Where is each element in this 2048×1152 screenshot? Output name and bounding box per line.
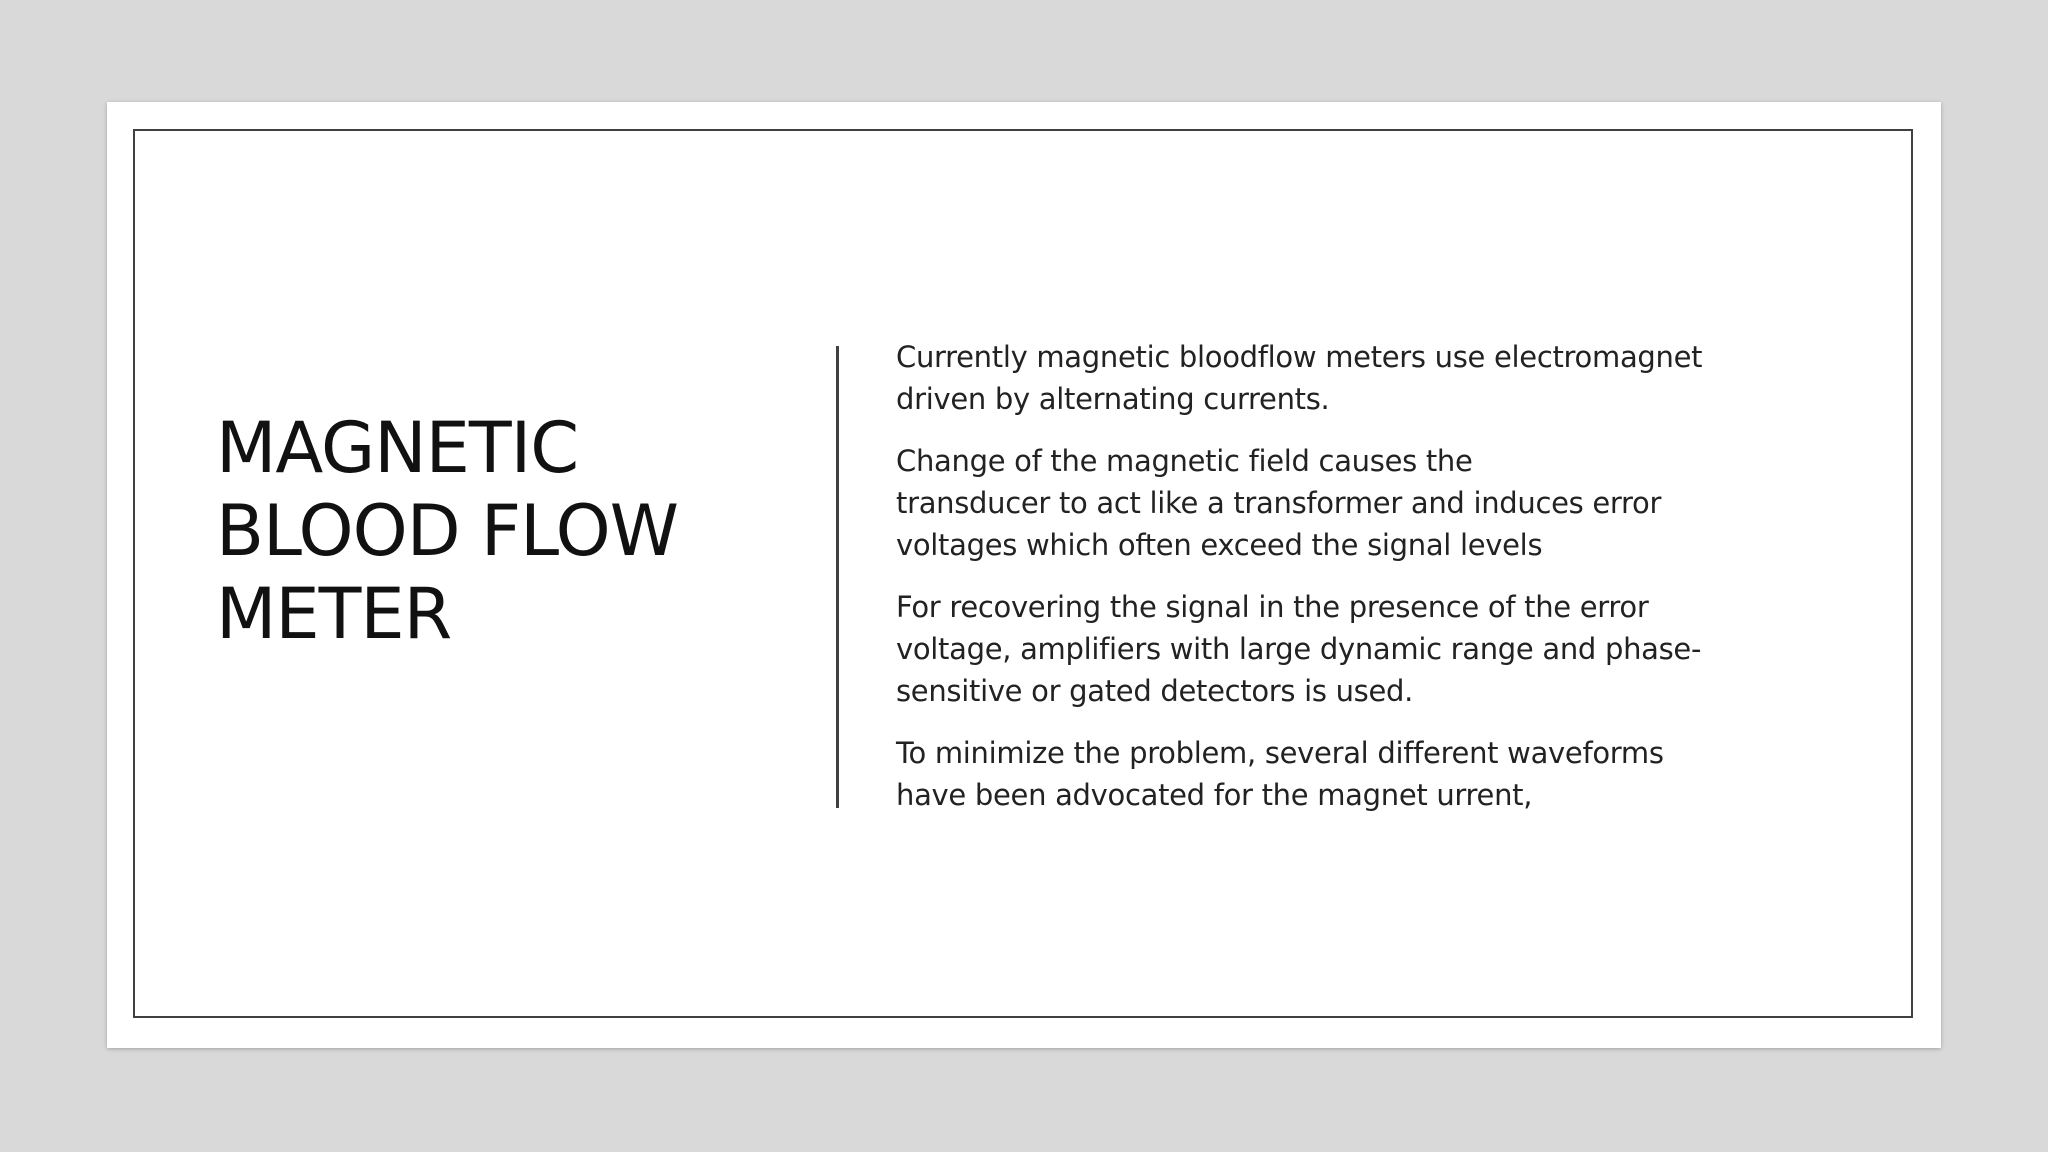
body-paragraph [896,336,1796,420]
slide [107,102,1941,1048]
body-paragraph [896,586,1796,712]
body-line: sensitive or gated detectors is used. [896,674,1414,708]
body-line: transducer to act like a transformer and induces error [896,486,1662,520]
body-line: Change of the magnetic field causes the [896,444,1473,478]
title-line: METER [216,573,452,655]
body-paragraph [896,440,1796,566]
body-line: have been advocated for the magnet urrent, [896,778,1533,812]
body-line: To minimize the problem, several different waveforms [896,736,1664,770]
body-line: voltages which often exceed the signal levels [896,528,1543,562]
body-line: For recovering the signal in the presence of the error [896,590,1649,624]
slide-body [896,336,1796,836]
title-line: MAGNETIC [216,407,579,489]
title-line: BLOOD FLOW [216,490,678,572]
body-line: driven by alternating currents. [896,382,1330,416]
body-line: voltage, amplifiers with large dynamic range and phase- [896,632,1702,666]
vertical-divider [836,346,839,808]
body-line: Currently magnetic bloodflow meters use electromagnet [896,340,1703,374]
slide-title [216,407,816,656]
body-paragraph [896,732,1796,816]
